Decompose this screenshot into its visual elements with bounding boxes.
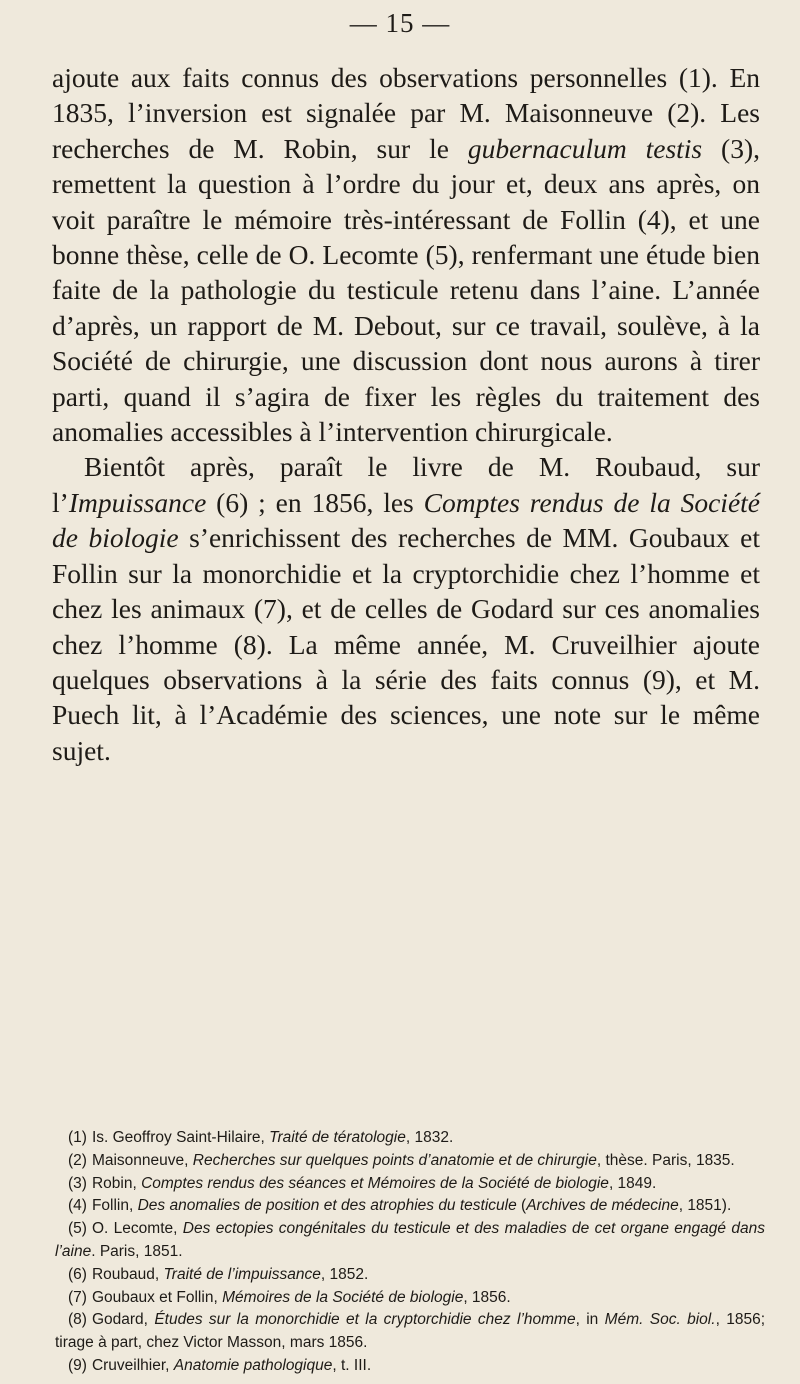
footnote-text: , 1832. bbox=[405, 1129, 454, 1146]
footnote-title: Mém. Soc. biol. bbox=[604, 1311, 716, 1329]
footnote-text: , thèse. Paris, 1835. bbox=[596, 1151, 735, 1169]
footnote-5 bbox=[55, 1218, 765, 1264]
footnote-text: Roubaud, bbox=[91, 1265, 164, 1283]
footnote-title: Des anomalies de position et des atrophies du testicule bbox=[137, 1197, 517, 1215]
footnote-number: (4) bbox=[68, 1197, 87, 1215]
footnote-text: , in bbox=[575, 1311, 605, 1329]
footnote-text: Robin, bbox=[91, 1174, 142, 1192]
footnote-text: , 1852. bbox=[320, 1265, 369, 1283]
footnote-text: , 1856; tirage à part, chez Victor Masson, mars 1856. bbox=[55, 1311, 766, 1352]
footnote-number: (1) bbox=[68, 1129, 87, 1146]
paragraph-1-text-2: (3), remettent la question à l’ordre du jour et, deux ans après, on voit paraître le mémoire très-intéressant de Follin (4), et une bonne thèse, celle de O. Lecomte (5), renfermant une étude bien faite de la pathologie du testicule retenu dans l’aine. L’année d’après, un rapport de M. Debout, sur ce travail, soulève, à la Société de chirurgie, une discussion dont nous aurons à tirer parti, quand il s’agira de fixer les règles du traitement des anomalies accessibles à l’intervention chirurgicale. bbox=[52, 132, 760, 448]
footnote-text: . Paris, 1851. bbox=[91, 1242, 183, 1260]
paragraph-2-text-1: Bientôt après, paraît le livre de M. Roubaud, sur l’ bbox=[52, 451, 760, 518]
footnote-3 bbox=[55, 1173, 765, 1196]
footnote-8 bbox=[55, 1309, 765, 1355]
footnote-title: Anatomie pathologique bbox=[173, 1356, 333, 1374]
paragraph-2-italic-1: Impuissance bbox=[68, 486, 207, 518]
footnote-text: ( bbox=[516, 1197, 527, 1215]
footnote-7 bbox=[55, 1287, 765, 1310]
footnote-text: Cruveilhier, bbox=[91, 1356, 174, 1374]
footnote-text: , t. III. bbox=[332, 1356, 372, 1374]
paragraph-1-text-1: ajoute aux faits connus des observations personnelles (1). En 1835, l’inversion est signalée par M. Maisonneuve (2). Les recherches de M. Robin, sur le bbox=[52, 62, 760, 164]
footnote-6 bbox=[55, 1264, 765, 1287]
paragraph-2 bbox=[52, 449, 760, 768]
footnote-text: Maisonneuve, bbox=[91, 1151, 193, 1169]
footnote-9 bbox=[55, 1355, 765, 1378]
footnote-number: (5) bbox=[68, 1220, 87, 1238]
paragraph-1 bbox=[52, 60, 760, 449]
paragraph-2-italic-2: Comptes rendus de la Société de biologie bbox=[52, 486, 760, 554]
footnote-title: Études sur la monorchidie et la cryptorchidie chez l’homme bbox=[154, 1311, 576, 1329]
footnote-text: Goubaux et Follin, bbox=[91, 1288, 223, 1306]
footnote-number: (6) bbox=[68, 1265, 87, 1283]
footnote-title: Archives de médecine bbox=[526, 1197, 679, 1215]
footnote-title: Comptes rendus des séances et Mémoires de la Société de biologie bbox=[141, 1174, 609, 1192]
footnote-title: Traité de l’impuissance bbox=[163, 1265, 321, 1283]
paragraph-1-italic-1: gubernaculum testis bbox=[467, 132, 703, 164]
paragraph-2-text-3: s’enrichissent des recherches de MM. Goubaux et Follin sur la monorchidie et la cryptorchidie chez l’homme et chez les animaux (7), et de celles de Godard sur ces anomalies chez l’homme (8). La même année, M. Cruveilhier ajoute quelques observations à la série des faits connus (9), et M. Puech lit, à l’Académie des sciences, une note sur le même sujet. bbox=[52, 522, 761, 766]
footnote-4 bbox=[55, 1195, 765, 1218]
footnote-number: (7) bbox=[68, 1288, 87, 1306]
footnote-text: O. Lecomte, bbox=[91, 1220, 183, 1238]
page-number: — 15 — bbox=[349, 8, 451, 38]
footnote-1 bbox=[55, 1127, 765, 1150]
footnote-title: Mémoires de la Société de biologie bbox=[222, 1288, 464, 1306]
body-text bbox=[52, 60, 760, 768]
footnote-number: (3) bbox=[68, 1174, 87, 1192]
footnote-number: (8) bbox=[68, 1311, 87, 1329]
footnote-2 bbox=[55, 1150, 765, 1173]
footnote-title: Traité de tératologie bbox=[269, 1129, 406, 1146]
footnote-text: , 1849. bbox=[608, 1174, 657, 1192]
footnotes bbox=[55, 1127, 765, 1378]
paragraph-2-text-2: (6) ; en 1856, les bbox=[206, 486, 424, 518]
footnote-text: Follin, bbox=[91, 1197, 138, 1215]
footnote-title: Recherches sur quelques points d’anatomie et de chirurgie bbox=[192, 1151, 597, 1169]
footnote-text: Is. Geoffroy Saint-Hilaire, bbox=[91, 1129, 270, 1146]
footnote-text: , 1856. bbox=[463, 1288, 511, 1306]
footnote-number: (2) bbox=[68, 1151, 87, 1169]
footnote-number: (9) bbox=[68, 1356, 87, 1374]
footnote-title: Des ectopies congénitales du testicule et des maladies de cet organe engagé dans l’aine bbox=[55, 1220, 765, 1260]
footnote-text: , 1851). bbox=[678, 1197, 732, 1215]
footnote-text: Godard, bbox=[91, 1311, 155, 1329]
